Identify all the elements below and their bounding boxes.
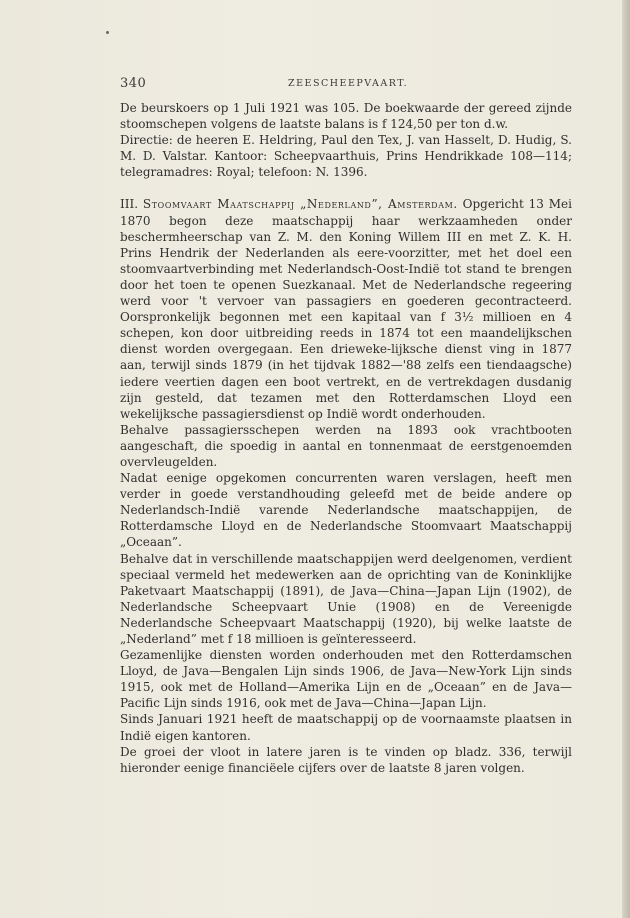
paragraph-beurskoers: De beurskoers op 1 Juli 1921 was 105. De boekwaarde der gereed zijnde stoomschepen volgens de laatste balans is f 124,50 per ton d.w.: [120, 101, 572, 132]
paper-speck: [106, 31, 109, 34]
section-number: III.: [120, 197, 139, 212]
paragraph-gezamenlijke-diensten: Gezamenlijke diensten worden onderhouden met den Rotterdamschen Lloyd, de Java—Bengalen Lijn sinds 1906, de Java—New-York Lijn sinds 1915, ook met de Holland—Amerika Lijn en de „Oceaan” en de Java—Pacific Lijn sinds 1916, ook met de Java—China—Japan Lijn.: [120, 648, 572, 711]
paragraph-kantoren: Sinds Januari 1921 heeft de maatschappij op de voornaamste plaatsen in Indië eigen kantoren.: [120, 712, 572, 743]
section-intro-paragraph: [120, 196, 572, 421]
paragraph-deelnemingen: Behalve dat in verschillende maatschappijen werd deelgenomen, verdient speciaal vermeld het medewerken aan de oprichting van de Koninklijke Paketvaart Maatschappij (1891), de Java—China—Japan Lijn (1902), de Nederlandsche Scheepvaart Unie (1908) en de Vereenigde Nederlandsche Scheepvaart Maatschappij (1920), bij welke laatste de „Nederland” met f 18 millioen is geïnteresseerd.: [120, 551, 572, 646]
page-number: 340: [120, 76, 147, 91]
paragraph-vrachtbooten: Behalve passagiersschepen werden na 1893 ook vrachtbooten aangeschaft, die spoedig in aantal en tonnenmaat de eerstgenoemden overvleugelden.: [120, 422, 572, 469]
running-title: ZEESCHEEPVAART.: [288, 78, 409, 89]
paragraph-vloot: De groei der vloot in latere jaren is te vinden op bladz. 336, terwijl hieronder eenige financiëele cijfers over de laatste 8 jaren volgen.: [120, 744, 572, 775]
page-edge-shadow: [622, 0, 630, 918]
section-spacer: [120, 180, 572, 196]
paragraph-directie: Directie: de heeren E. Heldring, Paul den Tex, J. van Hasselt, D. Hudig, S. M. D. Valstar. Kantoor: Scheepvaarthuis, Prins Hendrikkade 108—114; telegramadres: Royal; telefoon: N. 1396.: [120, 133, 572, 180]
paragraph-concurrenten: Nadat eenige opgekomen concurrenten waren verslagen, heeft men verder in goede verstandhouding geleefd met de beide andere op Nederlandsch-Indië varende Nederlandsche maatschappijen, de Rotterdamsche Lloyd en de Nederlandsche Stoomvaart Maatschappij „Oceaan”.: [120, 471, 572, 550]
section-intro-text: Opgericht 13 Mei 1870 begon deze maatschappij haar werkzaamheden onder beschermheerschap van Z. M. den Koning Willem III en met Z. K. H. Prins Hendrik der Nederlanden als eere-voorzitter, met het doel een stoomvaartverbinding met Nederlandsch-Oost-Indië tot stand te brengen door het toen te openen Suezkanaal. Met de Nederlandsche regeering werd voor 't vervoer van passagiers en goederen gecontracteerd. Oorspronkelijk begonnen met een kapitaal van f 3½ millioen en 4 schepen, kon door uitbreiding reeds in 1874 tot een maandelijkschen dienst worden overgegaan. Een drieweke-lijksche dienst ving in 1877 aan, terwijl sinds 1879 (in het tijdvak 1882—'88 zelfs een tiendaagsche) iedere veertien dagen een boot vertrekt, en de vertrekdagen dusdanig zijn gesteld, dat tezamen met den Rotterdamschen Lloyd een wekelijksche passagiersdienst op Indië wordt onderhouden.: [120, 197, 572, 421]
section-heading: Stoomvaart Maatschappij „Nederland”, Amsterdam.: [142, 197, 458, 212]
page-header: [120, 76, 572, 92]
page-body: [120, 100, 572, 776]
